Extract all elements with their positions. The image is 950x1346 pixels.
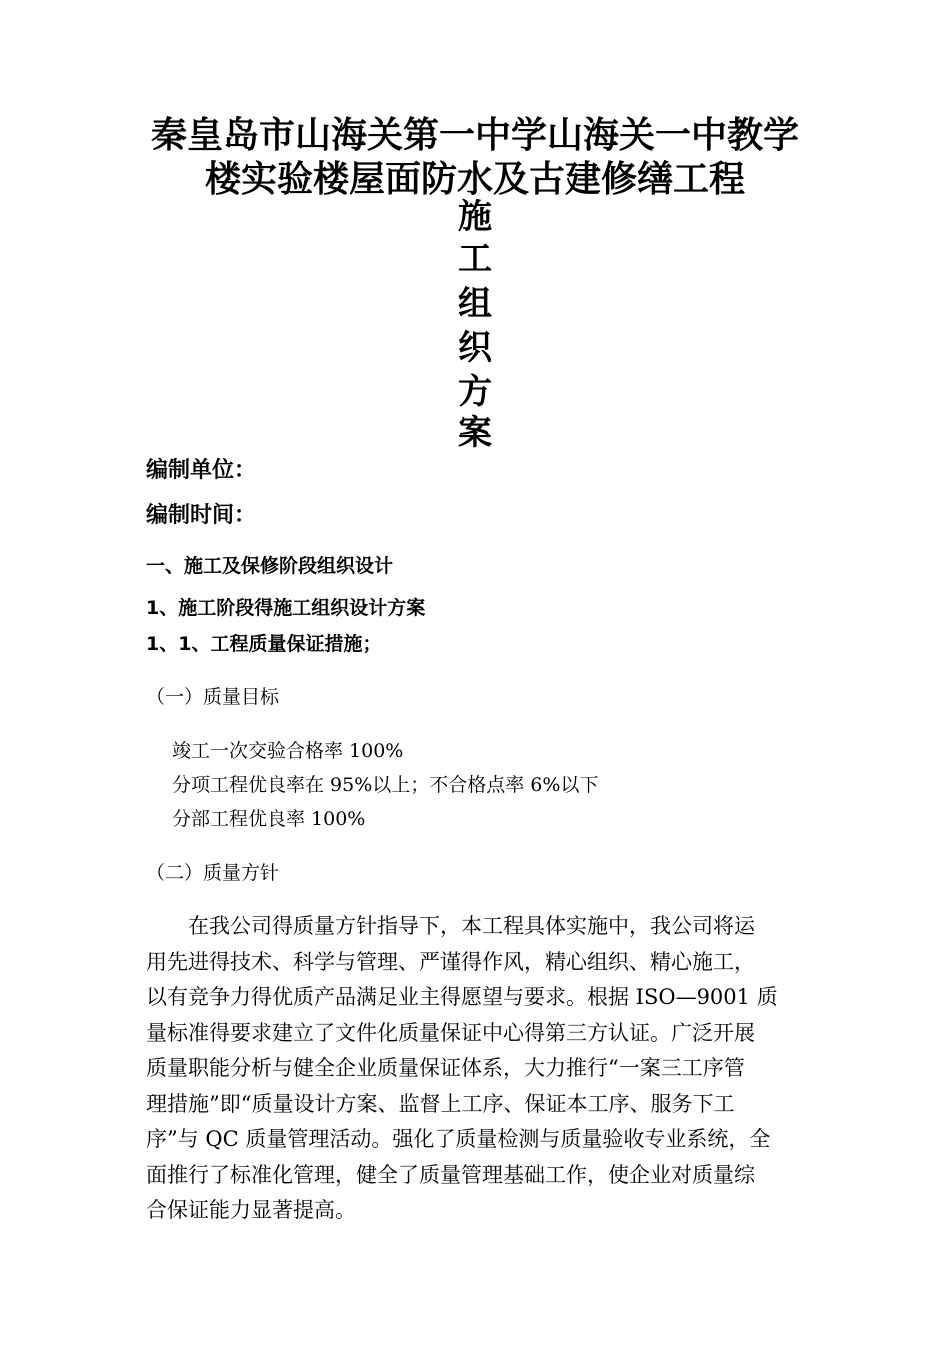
quality-target-item: 分部工程优良率 100% bbox=[172, 808, 366, 830]
paragraph-line: 合保证能力显著提高。 bbox=[146, 1198, 356, 1222]
title-vertical-char-3: 组 bbox=[458, 284, 492, 324]
paragraph-line: 量标准得要求建立了文件化质量保证中心得第三方认证。广泛开展 bbox=[146, 1020, 755, 1045]
subsubsection-heading: 1、1、工程质量保证措施； bbox=[146, 633, 382, 655]
paragraph-line: 理措施”即“质量设计方案、监督上工序、保证本工序、服务下工 bbox=[146, 1091, 735, 1116]
title-vertical-char-6: 案 bbox=[458, 413, 492, 453]
title-line-1: 秦皇岛市山海关第一中学山海关一中教学 bbox=[150, 115, 799, 156]
title-vertical-char-4: 织 bbox=[458, 328, 492, 368]
compiling-unit-label: 编制单位： bbox=[146, 458, 257, 483]
quality-policy-paragraph bbox=[146, 909, 806, 1229]
title-vertical-char-5: 方 bbox=[458, 372, 492, 412]
paragraph-line: 序”与 QC 质量管理活动。强化了质量检测与质量验收专业系统，全 bbox=[146, 1127, 771, 1151]
title-vertical-char-2: 工 bbox=[458, 239, 492, 279]
paragraph-line: 用先进得技术、科学与管理、严谨得作风，精心组织、精心施工， bbox=[146, 949, 755, 974]
paragraph-line: 以有竞争力得优质产品满足业主得愿望与要求。根据 ISO—9001 质 bbox=[146, 985, 778, 1009]
paragraph-line: 在我公司得质量方针指导下，本工程具体实施中，我公司将运 bbox=[188, 914, 755, 938]
quality-target-heading: （一）质量目标 bbox=[146, 686, 280, 708]
quality-target-item: 竣工一次交验合格率 100% bbox=[172, 740, 404, 762]
quality-target-item: 分项工程优良率在 95%以上；不合格点率 6%以下 bbox=[172, 774, 599, 796]
paragraph-line: 面推行了标准化管理，健全了质量管理基础工作，使企业对质量综 bbox=[146, 1162, 755, 1187]
subsection-heading: 1、施工阶段得施工组织设计方案 bbox=[146, 597, 426, 619]
title-line-2: 楼实验楼屋面防水及古建修缮工程 bbox=[204, 159, 745, 200]
compiling-time-label: 编制时间： bbox=[146, 503, 257, 528]
title-vertical-char-1: 施 bbox=[458, 197, 492, 237]
section-heading: 一、施工及保修阶段组织设计 bbox=[146, 555, 394, 577]
paragraph-line: 质量职能分析与健全企业质量保证体系，大力推行“一案三工序管 bbox=[146, 1056, 745, 1080]
quality-policy-heading: （二）质量方针 bbox=[146, 862, 280, 884]
